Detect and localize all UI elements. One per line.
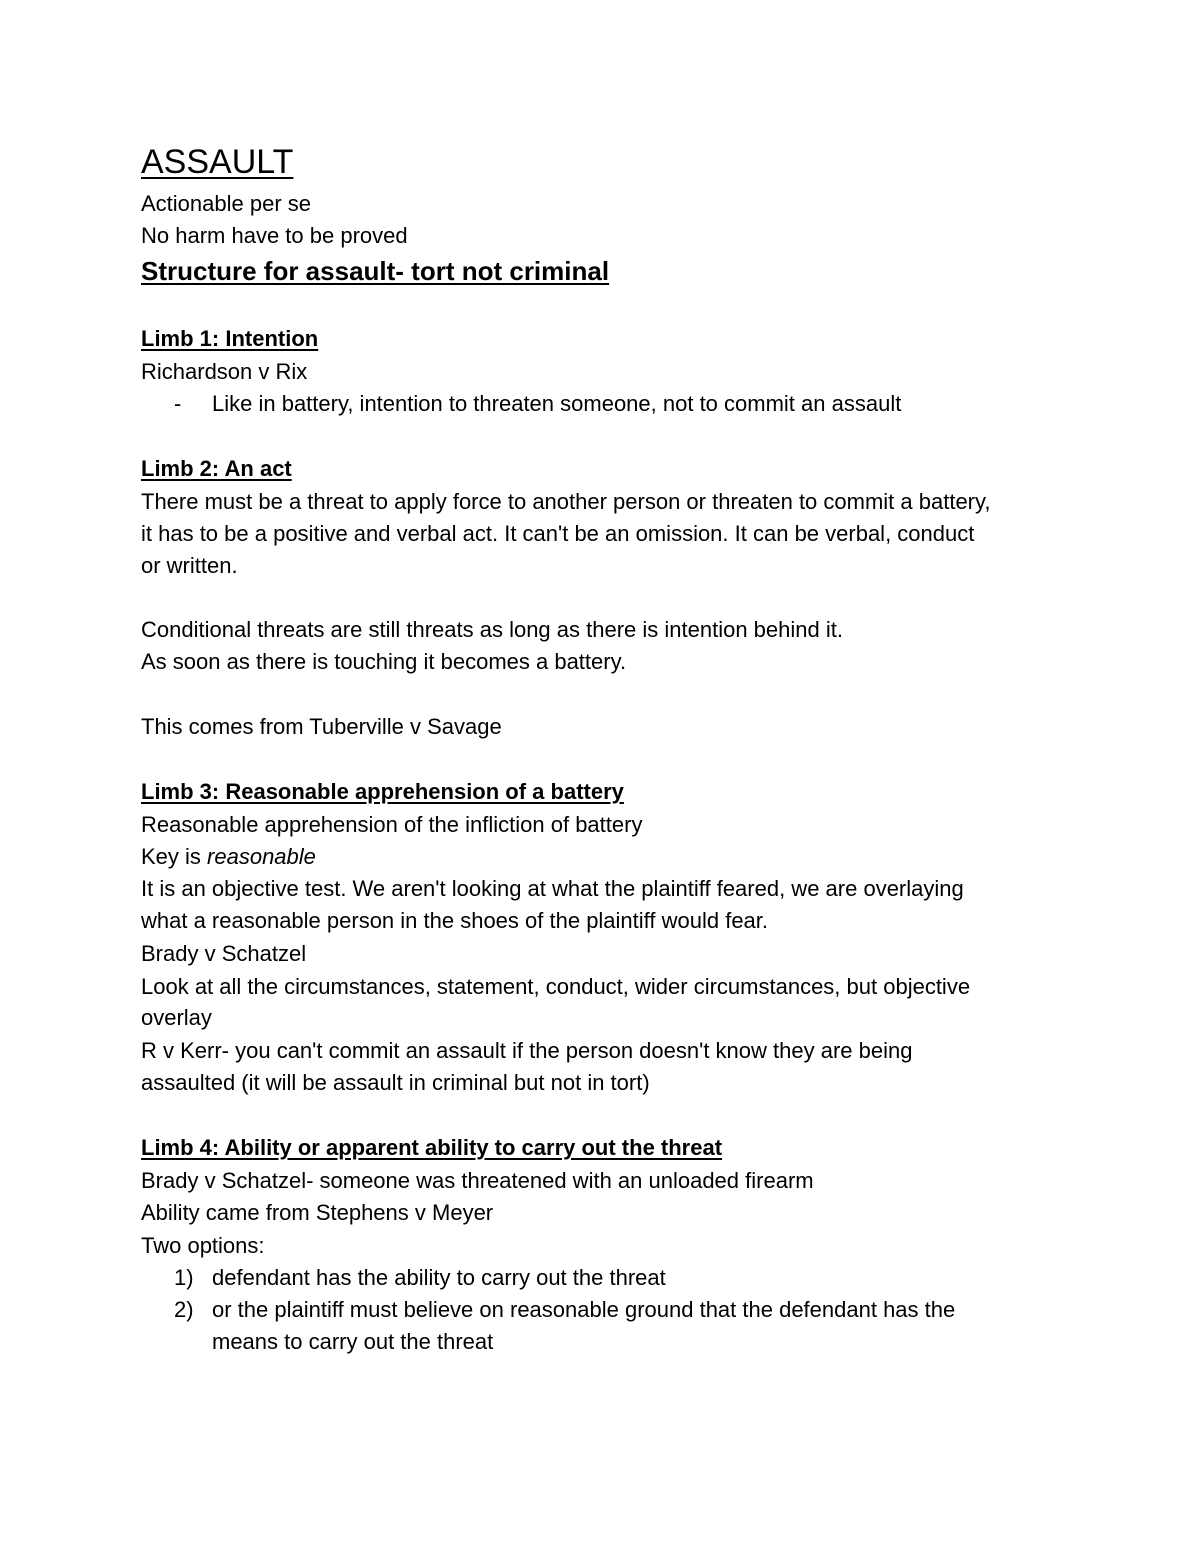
option-text: defendant has the ability to carry out the threat: [212, 1265, 666, 1290]
option-text: or the plaintiff must believe on reasonable ground that the defendant has the: [212, 1297, 956, 1322]
limb-3-key-line: [141, 841, 316, 873]
limb-2-paragraph-line: it has to be a positive and verbal act. It can't be an omission. It can be verbal, conduct: [141, 521, 975, 546]
option-text: means to carry out the threat: [212, 1329, 494, 1354]
bullet-marker: -: [174, 391, 182, 416]
limb-3-case: Brady v Schatzel: [141, 941, 307, 966]
page-title: ASSAULT: [141, 143, 294, 181]
limb-4-line: Ability came from Stephens v Meyer: [141, 1200, 494, 1225]
key-prefix: Key is: [141, 844, 208, 869]
key-emphasis: reasonable: [207, 844, 316, 869]
limb-2-source: This comes from Tuberville v Savage: [141, 714, 502, 739]
option-number: 1): [174, 1265, 194, 1290]
limb-2-conditional-line: As soon as there is touching it becomes a battery.: [141, 649, 627, 674]
limb-4-heading: Limb 4: Ability or apparent ability to carry out the threat: [141, 1135, 723, 1160]
structure-heading: Structure for assault- tort not criminal: [141, 256, 610, 286]
limb-1-bullet: Like in battery, intention to threaten someone, not to commit an assault: [212, 391, 902, 416]
limb-4-line: Brady v Schatzel- someone was threatened with an unloaded firearm: [141, 1168, 814, 1193]
limb-3-objective-line: It is an objective test. We aren't looking at what the plaintiff feared, we are overlaying: [141, 876, 964, 901]
limb-2-paragraph-line: There must be a threat to apply force to another person or threaten to commit a battery,: [141, 489, 991, 514]
limb-1-case: Richardson v Rix: [141, 359, 308, 384]
limb-1-heading: Limb 1: Intention: [141, 326, 319, 351]
limb-4-line: Two options:: [141, 1233, 265, 1258]
option-number: 2): [174, 1297, 194, 1322]
limb-3-heading: Limb 3: Reasonable apprehension of a battery: [141, 779, 624, 804]
limb-3-objective-line: what a reasonable person in the shoes of the plaintiff would fear.: [141, 908, 769, 933]
limb-2-conditional-line: Conditional threats are still threats as long as there is intention behind it.: [141, 617, 843, 642]
intro-line: Actionable per se: [141, 191, 311, 216]
limb-3-kerr-line: assaulted (it will be assault in criminal but not in tort): [141, 1070, 650, 1095]
limb-3-circumstances-line: Look at all the circumstances, statement, conduct, wider circumstances, but objective: [141, 974, 971, 999]
limb-3-kerr-line: R v Kerr- you can't commit an assault if the person doesn't know they are being: [141, 1038, 913, 1063]
limb-3-circumstances-line: overlay: [141, 1005, 212, 1030]
limb-2-heading: Limb 2: An act: [141, 456, 292, 481]
intro-line: No harm have to be proved: [141, 223, 408, 248]
limb-2-paragraph-line: or written.: [141, 553, 238, 578]
limb-3-line: Reasonable apprehension of the infliction of battery: [141, 812, 643, 837]
